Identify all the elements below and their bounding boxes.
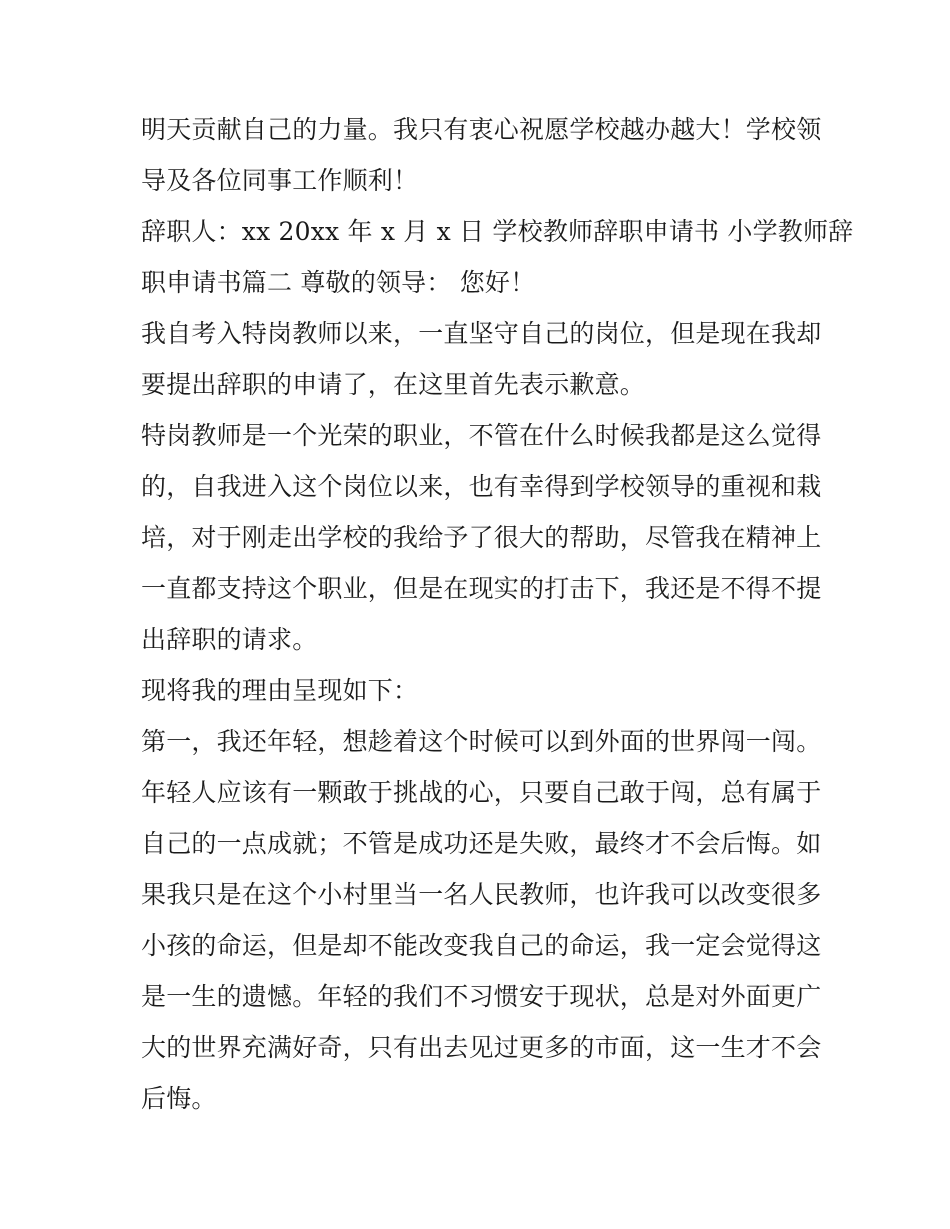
- text-line: 大的世界充满好奇，只有出去见过更多的市面，这一生才不会: [141, 1033, 822, 1062]
- signature-line: 辞职人：xx 20xx 年 x 月 x 日 学校教师辞职申请书 小学教师辞: [141, 217, 854, 246]
- text-line: 导及各位同事工作顺利！: [141, 166, 419, 195]
- text-line: 的，自我进入这个岗位以来，也有幸得到学校领导的重视和栽: [141, 472, 822, 501]
- text-line: 第一，我还年轻，想趁着这个时候可以到外面的世界闯一闯。: [141, 727, 822, 756]
- text-line: 是一生的遗憾。年轻的我们不习惯安于现状，总是对外面更广: [141, 982, 822, 1011]
- text-line: 果我只是在这个小村里当一名人民教师，也许我可以改变很多: [141, 880, 822, 909]
- text-line: 现将我的理由呈现如下：: [141, 676, 419, 705]
- text-line: 明天贡献自己的力量。我只有衷心祝愿学校越办越大！学校领: [141, 115, 822, 144]
- text-line: 后悔。: [141, 1084, 217, 1113]
- text-line: 培，对于刚走出学校的我给予了很大的帮助，尽管我在精神上: [141, 523, 822, 552]
- text-line: 我自考入特岗教师以来，一直坚守自己的岗位，但是现在我却: [141, 319, 822, 348]
- text-line: 一直都支持这个职业，但是在现实的打击下，我还是不得不提: [141, 574, 822, 603]
- salutation-line: 职申请书篇二 尊敬的领导： 您好！: [141, 268, 536, 297]
- text-line: 特岗教师是一个光荣的职业，不管在什么时候我都是这么觉得: [141, 421, 822, 450]
- text-line: 自己的一点成就；不管是成功还是失败，最终才不会后悔。如: [141, 829, 822, 858]
- document-body: [141, 104, 854, 1124]
- text-line: 年轻人应该有一颗敢于挑战的心，只要自己敢于闯，总有属于: [141, 778, 822, 807]
- text-line: 出辞职的请求。: [141, 625, 318, 654]
- text-line: 要提出辞职的申请了，在这里首先表示歉意。: [141, 370, 646, 399]
- text-line: 小孩的命运，但是却不能改变我自己的命运，我一定会觉得这: [141, 931, 822, 960]
